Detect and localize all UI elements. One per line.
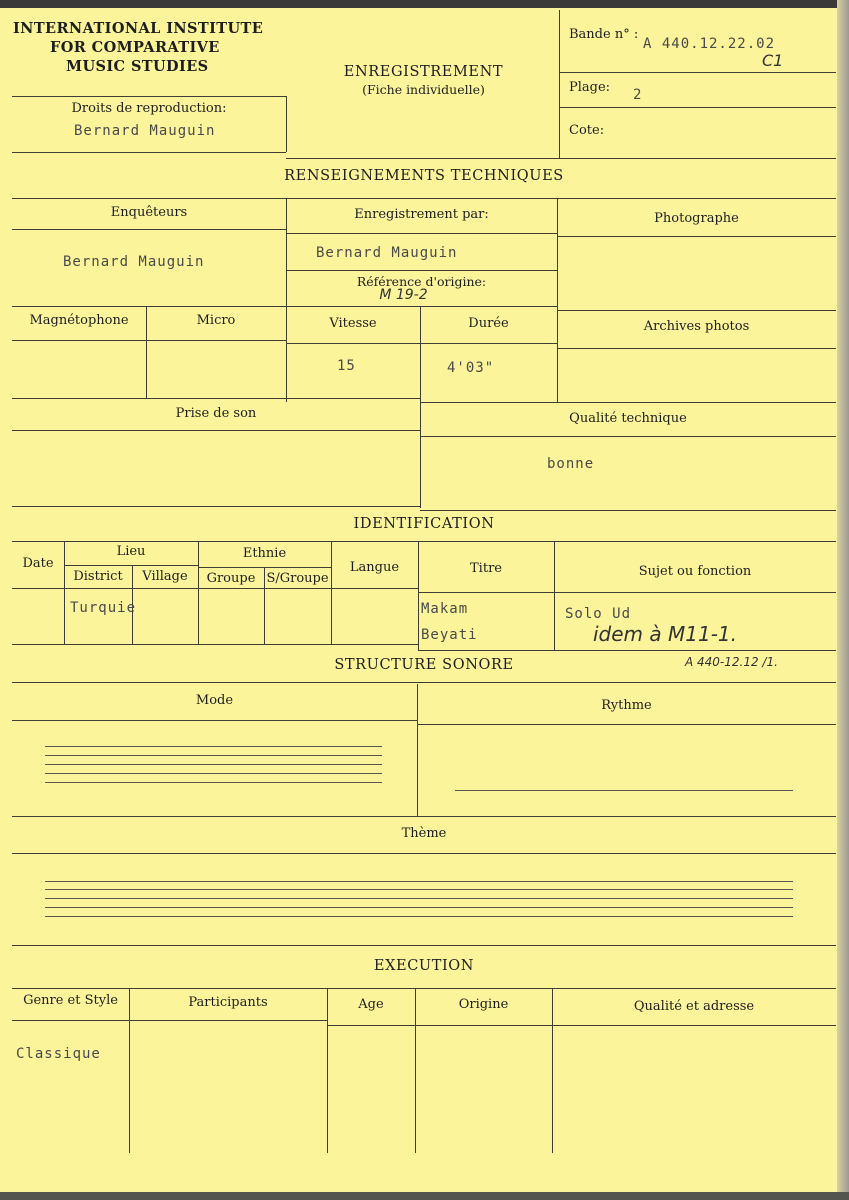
sujet-value: Solo Ud (565, 606, 632, 622)
langue-label: Langue (349, 560, 400, 575)
participants-label: Participants (188, 995, 268, 1010)
titre-value-line-1: Makam (421, 601, 469, 617)
mode-line-4 (45, 773, 382, 774)
prise-de-son-label: Prise de son (175, 406, 257, 421)
structure-section-title: STRUCTURE SONORE (334, 657, 514, 673)
sujet-fonction-label: Sujet ou fonction (638, 564, 752, 579)
rights-value: Bernard Mauguin (74, 123, 216, 139)
date-label: Date (22, 556, 54, 571)
form-title: ENREGISTREMENT (343, 64, 504, 80)
village-label: Village (142, 569, 188, 584)
vitesse-value: 15 (337, 358, 356, 374)
genre-style-value: Classique (16, 1046, 101, 1062)
bande-value: A 440.12.22.02 (643, 36, 776, 52)
rights-label: Droits de reproduction: (71, 101, 227, 116)
theme-label: Thème (401, 826, 447, 841)
scan-top-edge (0, 0, 849, 8)
form-subtitle: (Fiche individuelle) (362, 82, 485, 97)
bande-label: Bande n° : (569, 27, 639, 42)
titre-label: Titre (470, 561, 502, 576)
archives-photos-label: Archives photos (643, 319, 750, 334)
scan-bottom-edge (0, 1192, 849, 1200)
theme-line-4 (45, 907, 793, 908)
photographe-label: Photographe (654, 211, 739, 226)
institute-name-line-3: MUSIC STUDIES (66, 58, 209, 75)
identification-section-title: IDENTIFICATION (353, 516, 495, 532)
duree-value: 4'03" (447, 360, 495, 376)
vitesse-label: Vitesse (329, 316, 377, 331)
enqueteurs-label: Enquêteurs (110, 205, 188, 220)
rythme-line (455, 790, 793, 791)
technical-section-title: RENSEIGNEMENTS TECHNIQUES (284, 168, 564, 184)
mode-label: Mode (195, 693, 234, 708)
mode-line-2 (45, 755, 382, 756)
age-label: Age (358, 997, 384, 1012)
titre-value-line-2: Beyati (421, 627, 478, 643)
theme-line-1 (45, 881, 793, 882)
theme-line-5 (45, 916, 793, 917)
plage-label: Plage: (569, 80, 611, 95)
reference-origine-label: Référence d'origine: (356, 274, 487, 289)
execution-section-title: EXECUTION (373, 958, 475, 974)
mode-line-5 (45, 782, 382, 783)
institute-name-line-2: FOR COMPARATIVE (50, 39, 220, 56)
cote-label: Cote: (569, 123, 605, 138)
rythme-label: Rythme (601, 698, 652, 713)
bande-handwritten: C1 (762, 51, 784, 70)
origine-label: Origine (458, 997, 509, 1012)
enqueteurs-value: Bernard Mauguin (63, 254, 205, 270)
district-label: District (73, 569, 123, 584)
magnetophone-label: Magnétophone (29, 313, 129, 328)
theme-line-2 (45, 889, 793, 890)
ethnie-label: Ethnie (242, 546, 287, 561)
qualite-adresse-label: Qualité et adresse (633, 999, 755, 1014)
lieu-label: Lieu (116, 544, 146, 559)
enregistrement-par-value: Bernard Mauguin (316, 245, 458, 261)
groupe-label: Groupe (206, 571, 256, 586)
genre-style-label: Genre et Style (23, 993, 118, 1008)
sujet-handwritten-reference: A 440-12.12 /1. (685, 655, 778, 669)
district-value: Turquie (70, 600, 137, 616)
qualite-technique-label: Qualité technique (569, 411, 687, 426)
institute-name-line-1: INTERNATIONAL INSTITUTE (13, 20, 264, 37)
mode-line-1 (45, 746, 382, 747)
qualite-technique-value: bonne (547, 456, 595, 472)
mode-line-3 (45, 764, 382, 765)
micro-label: Micro (196, 313, 236, 328)
sujet-handwritten-note: idem à M11-1. (593, 622, 738, 646)
enregistrement-par-label: Enregistrement par: (354, 207, 489, 222)
scan-right-edge (837, 0, 849, 1200)
duree-label: Durée (468, 316, 509, 331)
reference-origine-handwritten: M 19-2 (379, 287, 428, 303)
sgroupe-label: S/Groupe (266, 571, 329, 586)
plage-value: 2 (633, 87, 643, 103)
theme-line-3 (45, 898, 793, 899)
